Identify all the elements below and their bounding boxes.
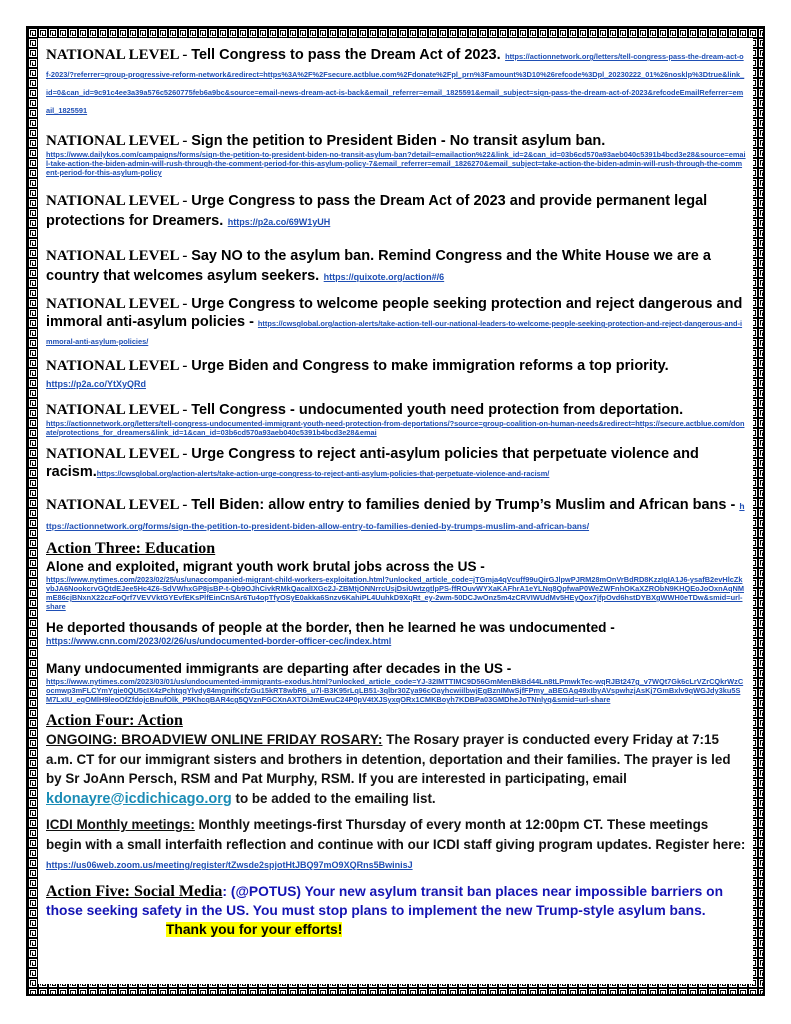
action-item [46, 46, 746, 118]
article-link[interactable]: https://www.nytimes.com/2023/03/01/us/undocumented-immigrants-exodus.html?unlocked_article_code=YJ-32IMTTIMC9D56GmMenBkBd44Ln8tLPmwkTec-wqRJBt247g_v7WQt7Gk6cLrVZrCQkrWzCocmwp3mFLCYmYgie0QU5cIX4zPchtqqYlvdy84mgnifKcfzGu15kRT8wbR6_u7l-B3K95rLqLB51-3qlbr30Zya96cOayhcwiilbwjEgBznIMwSjfFPmy_aBEGAg49xIbyAVspwhzjAsKj7GmBxlv9qWGJdy3ku5SM7LxIU_eqOMlH9leoOfZfdojcBnufOlk_P5KhcqBAR4cg5QVznFGCXnAXTOiJmEwuC24P0pV4tXJSyxqORx1CMKBoyh7KDBPa03GMDheJoTNnlyq&smid=url-share [46, 677, 744, 704]
level-label: NATIONAL LEVEL - [46, 193, 192, 209]
action-item [46, 445, 746, 481]
section-title: Action Five: Social Media [46, 882, 223, 900]
register-link[interactable]: https://us06web.zoom.us/meeting/register/tZwsde2spjotHtJBQ97mO9XQRns5BwinisJ [46, 860, 413, 870]
section-title: Action Four: Action [46, 712, 183, 729]
icdi-label: ICDI Monthly meetings: [46, 817, 195, 832]
action-text: Urge Congress to reject anti-asylum policies that perpetuate violence and racism. [46, 446, 699, 480]
level-label: NATIONAL LEVEL - [46, 296, 192, 312]
action-link[interactable]: https://www.dailykos.com/campaigns/forms/sign-the-petition-to-president-biden-no-transit-asylum-ban?detail=emailaction%22&link_id=2&can_id=03b6cd570a93aeb040c5391b4bcd3e28&source=email-take-action-the-biden-admin-will-rush-through-the-comment-period-for-this-asylum-policy-7&email_referrer=email_1826270&email_subject=take-action-the-biden-admin-will-rush-through-the-comment-period-for-this-asylum-policy [46, 150, 746, 177]
action-link[interactable]: https://actionnetwork.org/letters/tell-congress-pass-the-dream-act-of-2023/?referrer=group-progressive-reform-network&redirect=https%3A%2F%2Fsecure.actblue.com%2Fdonate%2Fpl_prn%3Famount%3D10%26refcode%3Dpl_20230222_01%26nosklp%3Dtrue&link_id=0&can_id=9c91c4ee3a39a576c5260775feb6a9bc&source=email-news-dream-act-is-back&email_referrer=email_1825591&email_subject=sign-pass-the-dream-act-of-2023&refcodeEmailReferrer=email_1825591 [46, 52, 745, 115]
action-item [46, 495, 746, 534]
social-message: (@POTUS) Your new asylum transit ban places near impossible barriers on those seeking safety in the US. You must stop plans to implement the new Trump-style asylum bans. [46, 883, 723, 918]
action-text: Urge Biden and Congress to make immigration reforms a top priority. [191, 358, 669, 374]
colon: : [222, 883, 231, 899]
action-text: Sign the petition to President Biden - No transit asylum ban. [191, 133, 606, 149]
action-text: Tell Congress - undocumented youth need protection from deportation. [191, 402, 684, 418]
article-link[interactable]: https://www.cnn.com/2023/02/26/us/undocumented-border-officer-cec/index.html [46, 636, 392, 646]
contact-email-link[interactable]: kdonayre@icdichicago.org [46, 790, 232, 807]
action-link[interactable]: https://actionnetwork.org/forms/sign-the-petition-to-president-biden-allow-entry-to-families-denied-by-trumps-muslim-and-african-bans/ [46, 501, 745, 531]
section-title: Action Three: Education [46, 540, 216, 557]
action-text: Urge Congress to pass the Dream Act of 2023 and provide permanent legal protections for Dreamers. [46, 193, 708, 229]
level-label: NATIONAL LEVEL - [46, 497, 192, 513]
rosary-paragraph [46, 730, 746, 809]
action-text: Tell Biden: allow entry to families denied by Trump’s Muslim and African bans - [191, 497, 740, 513]
action-text: Say NO to the asylum ban. Remind Congress and the White House we are a country that welcomes asylum seekers. [46, 248, 711, 284]
article-item [46, 660, 746, 704]
newsletter-content [46, 46, 746, 939]
level-label: NATIONAL LEVEL - [46, 47, 192, 63]
action-item [46, 357, 746, 393]
thanks-note: Thank you for your efforts! [166, 921, 343, 937]
rosary-text-end: to be added to the emailing list. [231, 790, 436, 806]
level-label: NATIONAL LEVEL - [46, 402, 192, 418]
rosary-text: The Rosary prayer is conducted every Friday at 7:15 a.m. CT for our immigrant sisters and brothers in detention, deportation and their families. The prayer is led by Sr JoAnn Persch, RSM and Pat Murphy, RSM. If you are interested in participating, email [46, 732, 731, 786]
article-item [46, 558, 746, 611]
action-five-section [46, 882, 746, 939]
level-label: NATIONAL LEVEL - [46, 358, 192, 374]
action-item [46, 401, 746, 437]
action-link[interactable]: https://p2a.co/YtXyQRd [46, 379, 147, 389]
action-link[interactable]: https://p2a.co/69W1yUH [227, 217, 331, 227]
article-headline: Alone and exploited, migrant youth work brutal jobs across the US - [46, 559, 485, 574]
action-four-section [46, 712, 746, 876]
icdi-paragraph [46, 815, 746, 876]
action-item [46, 246, 746, 287]
article-headline: Many undocumented immigrants are departing after decades in the US - [46, 661, 512, 676]
level-label: NATIONAL LEVEL - [46, 133, 192, 149]
icdi-text: Monthly meetings-first Thursday of every month at 12:00pm CT. These meetings begin with a small interfaith reflection and continue with our ICDI staff giving program updates. Register here: [46, 817, 746, 852]
action-text: Tell Congress to pass the Dream Act of 2023. [191, 47, 501, 63]
rosary-label: ONGOING: BROADVIEW ONLINE FRIDAY ROSARY: [46, 732, 383, 747]
action-link[interactable]: https://actionnetwork.org/letters/tell-congress-undocumented-immigrant-youth-need-protection-from-deportations/?source=group-coalition-on-human-needs&redirect=https://secure.actblue.com/donate/protections_for_dreamers&link_id=1&can_id=03b6cd570a93aeb040c5391b4bcd3e28&emai [46, 419, 745, 437]
action-link[interactable]: https://cwsglobal.org/action-alerts/take-action-urge-congress-to-reject-anti-asylum-policies-that-perpetuate-violence-and-racism/ [96, 469, 550, 478]
level-label: NATIONAL LEVEL - [46, 248, 192, 264]
article-item [46, 619, 746, 646]
action-link[interactable]: https://quixote.org/action#/6 [323, 272, 445, 282]
action-text: Urge Congress to welcome people seeking protection and reject dangerous and immoral anti-asylum policies - [46, 296, 743, 330]
action-item [46, 132, 746, 177]
level-label: NATIONAL LEVEL - [46, 446, 192, 462]
action-link[interactable]: https://cwsglobal.org/action-alerts/take-action-tell-our-national-leaders-to-welcome-people-seeking-protection-and-reject-dangerous-and-immoral-anti-asylum-policies/ [46, 319, 743, 346]
article-link[interactable]: https://www.nytimes.com/2023/02/25/us/unaccompanied-migrant-child-workers-exploitation.html?unlocked_article_code=jTGmja4qVcuff99uQirGJlpwPJRM28mOnVrBdRD8KzzIgIA1J6-ysafB2evHlcZkvbJA6NookcrvGQtdEJee5Hc4Z6-SdVWhxGP8jsBP-t-Qb9OJhCivkRMkQacalIXGc2J-ZBMtjONNrrcUsjDsiUwtzgtlpPS-ffROuvWYXaKAFhrA1eYLNq8QpfwaP0WeZWFnhOKaXZRObN9KHQEoJoOxnAqNMmE86cjBNxnX22czFoQrf7VEVVktGYEvfEKsPlfEinCnSAr6Tu4opTfyOSyE0akka6Snzv6KahiPL4UuhkD9XqRt_ey-2wm-50DCJwOnz5m4zCRVIWUdMv5HEyQox7jfpOvd6hstDYBXgWWH0eTDw&smid=url-share [46, 575, 744, 611]
article-headline: He deported thousands of people at the border, then he learned he was undocumented - [46, 620, 615, 635]
action-item [46, 295, 746, 349]
action-item [46, 191, 746, 232]
action-three-section [46, 540, 746, 704]
